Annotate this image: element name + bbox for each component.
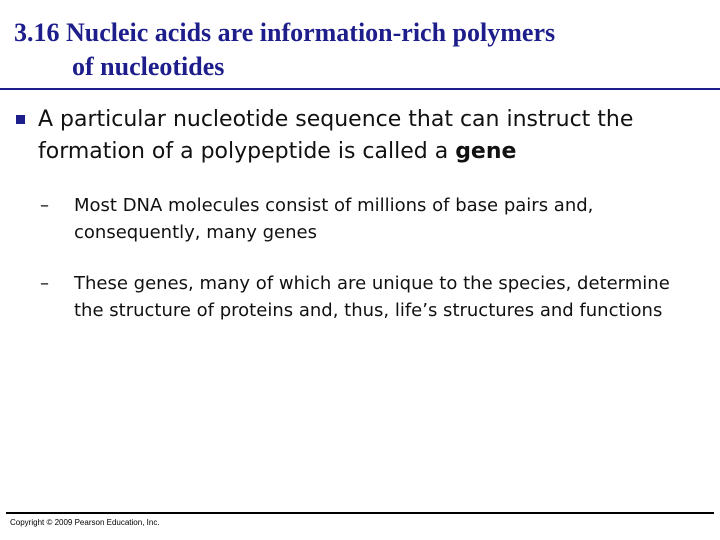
main-bullet-text	[16, 104, 696, 168]
main-bullet	[16, 104, 696, 168]
slide-title-line2: of nucleotides	[72, 52, 225, 81]
main-bullet-keyword: gene	[455, 139, 517, 164]
sub-bullet-1	[40, 192, 680, 246]
slide-title	[14, 16, 704, 84]
title-divider	[0, 88, 720, 90]
copyright-notice: Copyright © 2009 Pearson Education, Inc.	[10, 518, 160, 527]
main-bullet-body: A particular nucleotide sequence that can instruct the formation of a polypeptide is called a	[38, 107, 634, 164]
sub-bullet-2-text: These genes, many of which are unique to the species, determine the structure of proteins and, thus, life’s structures and functions	[74, 273, 670, 321]
sub-bullet-2	[40, 270, 680, 324]
dash-bullet-icon: –	[40, 273, 49, 294]
dash-bullet-icon: –	[40, 195, 49, 216]
sub-bullet-1-text: Most DNA molecules consist of millions of base pairs and, consequently, many genes	[74, 195, 594, 243]
footer-divider	[6, 512, 714, 514]
slide-title-line1: 3.16 Nucleic acids are information-rich polymers	[14, 18, 556, 47]
square-bullet-icon	[16, 115, 25, 124]
